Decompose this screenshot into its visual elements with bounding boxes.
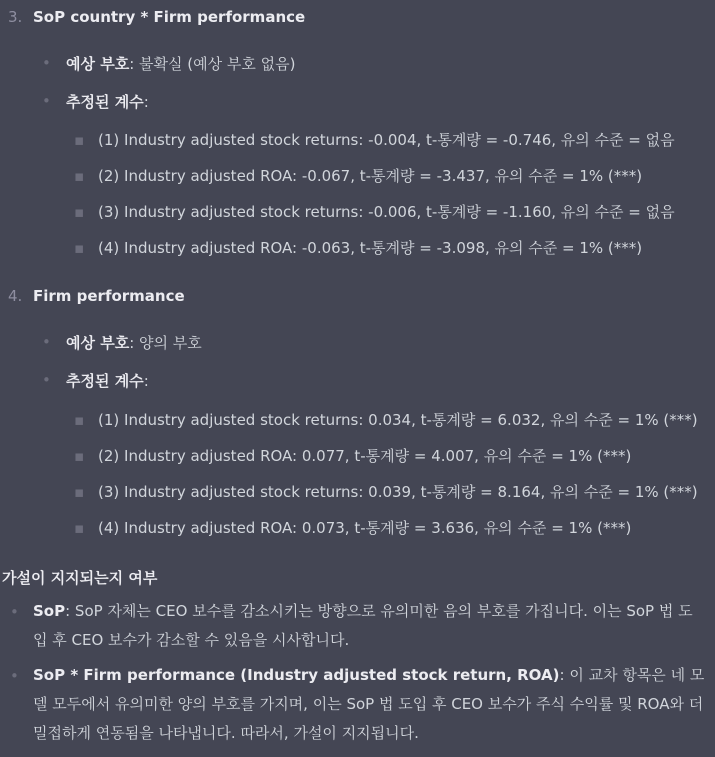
section-4-expected-sign: 예상 부호: 양의 부호: [66, 334, 202, 352]
section-4-item-1: (1) Industry adjusted stock returns: 0.034, t-통계량 = 6.032, 유의 수준 = 1% (***): [98, 411, 698, 429]
section-3-title: SoP country * Firm performance: [33, 8, 306, 26]
bullet-dot-icon: •: [10, 667, 19, 685]
section-3-item-3: (3) Industry adjusted stock returns: -0.006, t-통계량 = -1.160, 유의 수준 = 없음: [98, 203, 675, 221]
section-3-item-2: (2) Industry adjusted ROA: -0.067, t-통계량 = -3.437, 유의 수준 = 1% (***): [98, 167, 643, 185]
bullet-square-icon: ▪: [74, 483, 85, 501]
section-4-item-4: (4) Industry adjusted ROA: 0.073, t-통계량 = 3.636, 유의 수준 = 1% (***): [98, 519, 632, 537]
bullet-square-icon: ▪: [74, 167, 85, 185]
bullet-square-icon: ▪: [74, 131, 85, 149]
bullet-dot-icon: •: [42, 371, 51, 389]
section-3-coef-heading: 추정된 계수:: [66, 93, 149, 111]
bullet-dot-icon: •: [42, 54, 51, 72]
bullet-square-icon: ▪: [74, 239, 85, 257]
section-4-title: Firm performance: [33, 287, 185, 305]
section-4-item-3: (3) Industry adjusted stock returns: 0.039, t-통계량 = 8.164, 유의 수준 = 1% (***): [98, 483, 698, 501]
hypothesis-heading: 가설이 지지되는지 여부: [2, 569, 158, 587]
bullet-square-icon: ▪: [74, 411, 85, 429]
section-4-item-2: (2) Industry adjusted ROA: 0.077, t-통계량 = 4.007, 유의 수준 = 1% (***): [98, 447, 632, 465]
bullet-square-icon: ▪: [74, 519, 85, 537]
section-3-expected-sign: 예상 부호: 불확실 (예상 부호 없음): [66, 55, 296, 73]
section-4-number: 4.: [8, 287, 23, 305]
section-3-number: 3.: [8, 8, 23, 26]
bullet-square-icon: ▪: [74, 203, 85, 221]
bullet-square-icon: ▪: [74, 447, 85, 465]
section-3-item-1: (1) Industry adjusted stock returns: -0.004, t-통계량 = -0.746, 유의 수준 = 없음: [98, 131, 675, 149]
section-3-item-4: (4) Industry adjusted ROA: -0.063, t-통계량 = -3.098, 유의 수준 = 1% (***): [98, 239, 643, 257]
section-4-coef-heading: 추정된 계수:: [66, 372, 149, 390]
bullet-dot-icon: •: [42, 333, 51, 351]
hypothesis-bullet-sop: SoP: SoP 자체는 CEO 보수를 감소시키는 방향으로 유의미한 음의 부호를 가집니다. 이는 SoP 법 도입 후 CEO 보수가 감소할 수 있음을 시사합니다.: [33, 602, 693, 649]
bullet-dot-icon: •: [10, 603, 19, 621]
bullet-dot-icon: •: [42, 92, 51, 110]
hypothesis-bullet-interaction: SoP * Firm performance (Industry adjusted stock return, ROA): 이 교차 항목은 네 모델 모두에서 유의미한 양의 부호를 가지며, 이는 SoP 법 도입 후 CEO 보수가 주식 수익률 및 ROA와 더 밀접하게 연동됨을 나타냅니다. 따라서, 가설이 지지됩니다.: [33, 666, 705, 742]
